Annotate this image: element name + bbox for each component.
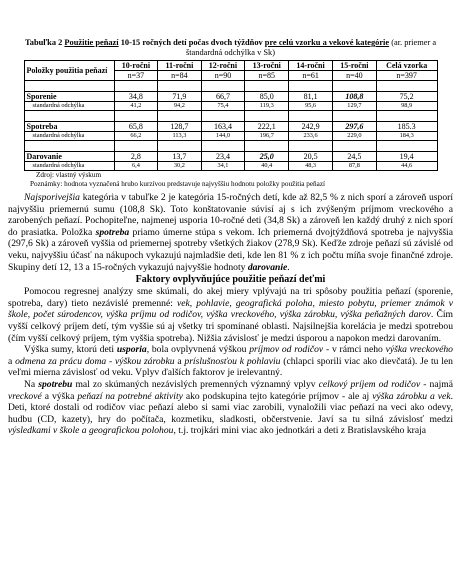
p4-h: peňazí na potrebné aktivity [77,390,183,402]
table-caption [8,0,453,58]
column-header [376,61,437,81]
value-cell: 71,9 [158,92,201,102]
p3-k: a [174,355,185,367]
p3-i: - [106,355,116,367]
p3-e: - v rámci neho [323,344,386,356]
column-header [201,61,245,81]
sd-cell: 40,4 [245,162,289,171]
spacer-cell [332,81,376,92]
spacer-cell [158,141,201,152]
spacer-cell [245,141,289,152]
sd-cell: 94,2 [158,102,201,111]
spacer-cell [158,81,201,92]
spacer-cell [245,81,289,92]
column-label: Celá vzorka [386,61,428,70]
sd-cell: 196,7 [245,132,289,141]
p3-l: príslušnosťou k pohlaviu [184,355,281,367]
spacer-cell [289,81,333,92]
paragraph-1 [8,192,453,273]
p2-c: . Čím vyšší celkový príjem detí, tým vyššie sú aj všetky tri spomínané oblasti. Najsilnejšia korelácia je medzi spotrebou (čím vyšší celkový príjem, tým vyššia spotreba). Nižšia závislosť je medzi úsporou a napokon medzi darovaním. [8,309,453,344]
column-label: 12-ročni [208,61,238,70]
p4-g: a výška [41,390,78,402]
money-use-table [24,60,438,171]
value-cell: 128,7 [158,122,201,132]
sd-row [24,102,437,111]
spacer-row [24,141,437,152]
table-notes [30,171,453,189]
p4-b: spotrebu [38,378,73,390]
caption-title-middle: 10-15 ročných detí počas dvoch týždňov [118,38,265,47]
p4-e: - najmä [420,378,454,390]
sd-row [24,162,437,171]
spacer-cell [332,141,376,152]
sd-cell: 6,4 [114,162,158,171]
p4-a: Na [24,378,39,390]
spacer-cell [24,141,114,152]
sd-cell: 75,4 [201,102,245,111]
sd-cell: 119,3 [245,102,289,111]
row-label: Darovanie [24,152,114,162]
sd-cell: 113,3 [158,132,201,141]
spacer-cell [289,141,333,152]
column-n: n=90 [202,70,245,80]
spacer-cell [245,111,289,122]
column-header [158,61,201,81]
p3-h: odmena za prácu doma [15,355,107,367]
p2-b: vek, pohlavie, geografická poloha, miesto pobytu, priemer známok v škole, počet súrodencov, výška príjmu od rodičov, výška vreckového, výška zárobku, výška peňažných darov [8,297,453,321]
value-cell: 13,7 [158,152,201,162]
sd-cell: 184,3 [376,132,437,141]
p3-a: Výška sumy, ktorú deti [24,344,117,356]
spacer-row [24,81,437,92]
p4-m: , t.j. trojkári mini viac ako jednotkári a deti z Bratislavského kraja [173,425,427,437]
p4-l: výsledkami v škole a geografickou polohou [8,425,174,437]
sd-cell: 144,0 [201,132,245,141]
spacer-cell [201,81,245,92]
p4-j: výška zárobku a vek [372,390,451,402]
sd-cell: 30,2 [158,162,201,171]
sd-cell: 44,6 [376,162,437,171]
p3-f: výška vreckového [385,344,453,356]
value-cell: 242,9 [289,122,333,132]
value-cell: 75,2 [376,92,437,102]
value-cell: 34,8 [114,92,158,102]
value-cell: 81,1 [289,92,333,102]
sd-cell: 34,1 [201,162,245,171]
caption-title-underlined2: pre celú vzorku a vekové kategórie [264,38,390,47]
spacer-cell [332,111,376,122]
spacer-cell [114,111,158,122]
value-cell: 85,0 [245,92,289,102]
table-row [24,122,437,132]
remark-note: Poznámky: hodnota vyznačená hrubo kurzívou predstavuje najvyššiu hodnotu položky použitia peňazí [30,180,326,188]
sd-row [24,132,437,141]
paragraph-3 [8,344,453,379]
value-cell: 66,7 [201,92,245,102]
table-row [24,92,437,102]
p2-a: Pomocou regresnej analýzy sme skúmali, do akej miery vplývajú na tri spôsoby použitia peňazí (sporenie, spotreba, dary) tieto nezávislé premenné: [8,286,453,309]
p3-g: a [8,355,16,367]
column-n: n=61 [289,70,332,80]
value-cell: 185.3 [376,122,437,132]
column-header [114,61,158,81]
p1-c: spotreba [95,226,130,238]
p4-f: vreckové [8,390,42,402]
spacer-cell [114,141,158,152]
spacer-cell [289,111,333,122]
spacer-cell [376,111,437,122]
sd-cell: 129,7 [332,102,376,111]
row-label: Spotreba [24,122,114,132]
p3-b: usporia [116,344,147,356]
value-cell: 24,5 [332,152,376,162]
sd-cell: 233,6 [289,132,333,141]
value-cell: 108,8 [332,92,376,102]
sd-label: standardná odchýlka [24,132,114,141]
spacer-cell [114,81,158,92]
column-n: n=85 [245,70,288,80]
sd-label: standardná odchýlka [24,102,114,111]
value-cell: 297,6 [332,122,376,132]
table-header-row [24,61,437,81]
column-label: 11-ročni [165,61,194,70]
p3-c: , bola ovplyvnená výškou [146,344,250,356]
sd-cell: 41,2 [114,102,158,111]
sd-cell: 87,8 [332,162,376,171]
p4-i: ako podskupina tejto kategórie príjmov - ale aj [182,390,373,402]
p4-k: . Deti, ktoré dostali od rodičov viac peňazí alebo si sami viac zarobili, vynaložili viac peňazí na veci ako odevy, hudbu (CD, kazety), hry do počítača, kozmetiku, sladkosti, občerstvenie. Javí sa tu silná závislosť medzi [8,390,453,425]
value-cell: 25,0 [245,152,289,162]
spacer-cell [24,81,114,92]
caption-title-end: (ar. priemer a štandardná odchýlka v Sk) [185,38,437,57]
table-row [24,152,437,162]
value-cell: 19,4 [376,152,437,162]
spacer-cell [24,111,114,122]
sd-cell: 48,3 [289,162,333,171]
sd-cell: 98,9 [376,102,437,111]
sd-cell: 66,2 [114,132,158,141]
column-header [245,61,289,81]
column-header [332,61,376,81]
p1-a: Najsporivejšia [24,192,80,203]
p1-f: . [287,261,290,273]
column-label: 15-ročni [340,61,369,70]
value-cell: 20,5 [289,152,333,162]
caption-label: Tabuľka 2 [24,38,63,47]
spacer-cell [201,111,245,122]
value-cell: 163,4 [201,122,245,132]
caption-title-underlined: Použitie peňazí [64,38,119,47]
p1-d: priamo úmerne stúpa s vekom. Ich priemerná dvojtýždňová spotreba je najvyššia (297,6 Sk) a zároveň vyššia od priemernej spotreby všetkých žiakov (278,9 Sk). Keďže zdroje peňazí sú závislé od veku, najvyššiu účasť na nákupoch vykazujú najmladšie deti, kde len 81 % z ich počtu míňa svoje finančné zdroje. Skupiny detí 12, 13 a 15-ročných vykazujú najvyššie hodnoty [8,226,453,273]
spacer-row [24,111,437,122]
column-n: n=397 [377,70,437,80]
p3-d: príjmov od rodičov [249,344,324,356]
row-label: Sporenie [24,92,114,102]
value-cell: 2,8 [114,152,158,162]
paragraph-4 [8,379,453,437]
source-note: Zdroj: vlastný výskum [36,171,102,179]
value-cell: 65,8 [114,122,158,132]
header-first: Položky použitia peňazí [24,61,114,81]
p3-m: (chlapci sporili viac ako dievčatá). Je tu len veľmi mierna závislosť od veku. Vplyv ďalších faktorov je irelevantný. [8,355,453,379]
column-label: 14-ročni [296,61,325,70]
spacer-cell [201,141,245,152]
column-header [289,61,333,81]
document-page [8,0,453,437]
spacer-cell [376,81,437,92]
p1-b: kategória v tabuľke 2 je kategória 15-ročných detí, kde až 82,5 % z nich sporí a zároveň usporí najvyššiu priemernú sumu (108,8 Sk). Toto konštatovanie súvisí aj s ich zvýšeným príjmom vreckového a zarobených peňazí. Pochopiteľne, najmenej usporia 10-ročné deti (34,8 Sk) a zároveň len každý druhý z nich sporí do prasiatka. Položka [8,192,453,238]
section-heading: Faktory ovplyvňujúce použitie peňazí deťmi [135,274,326,286]
p1-e: darovanie [247,261,288,273]
column-n: n=40 [333,70,376,80]
p4-d: celkový príjem od rodičov [318,378,421,390]
value-cell: 23,4 [201,152,245,162]
p4-c: mal zo skúmaných nezávislých premenných významný vplyv [72,378,319,390]
sd-cell: 229,0 [332,132,376,141]
sd-cell: 95,6 [289,102,333,111]
sd-label: standardná odchýlka [24,162,114,171]
column-label: 10-ročni [121,61,151,70]
paragraph-2 [8,286,453,344]
value-cell: 222,1 [245,122,289,132]
column-n: n=84 [158,70,200,80]
p3-j: výškou zárobku [115,355,175,367]
spacer-cell [158,111,201,122]
spacer-cell [376,141,437,152]
column-label: 13-ročni [252,61,281,70]
column-n: n=37 [115,70,158,80]
